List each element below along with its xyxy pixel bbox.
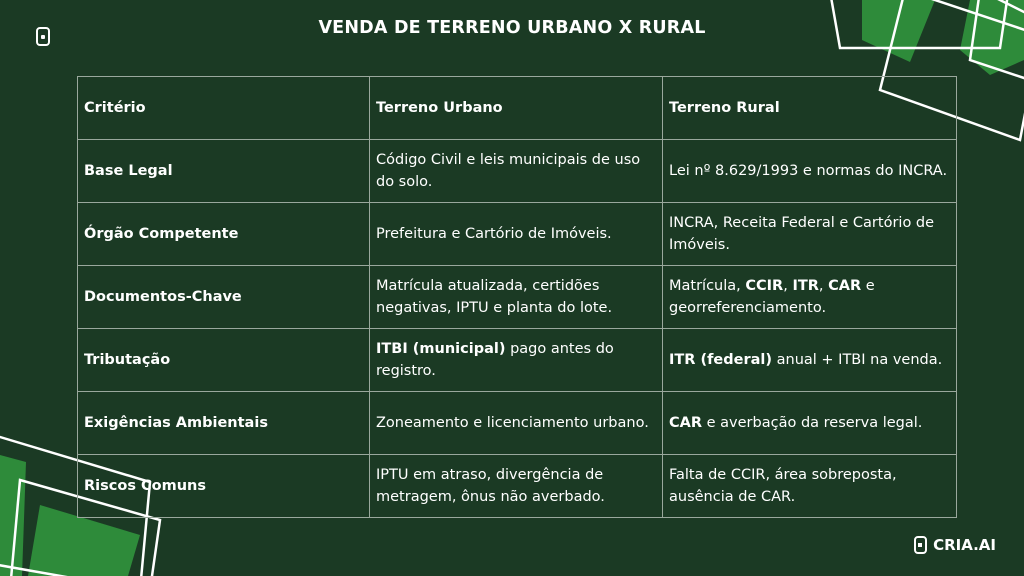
table-row xyxy=(78,266,957,329)
green-square-bottom-left xyxy=(0,455,26,576)
criterio-cell: Órgão Competente xyxy=(78,203,370,266)
table-row xyxy=(78,329,957,392)
rural-text: e averbação da reserva legal. xyxy=(702,415,923,431)
rural-cell: INCRA, Receita Federal e Cartório de Imóveis. xyxy=(663,203,957,266)
urbano-cell: Código Civil e leis municipais de uso do solo. xyxy=(370,140,663,203)
criterio-cell: Riscos Comuns xyxy=(78,455,370,518)
rural-bold-car: CAR xyxy=(828,278,862,294)
rural-bold-car: CAR xyxy=(669,415,703,431)
brand-logo xyxy=(914,536,996,554)
rural-cell: Falta de CCIR, área sobreposta, ausência de CAR. xyxy=(663,455,957,518)
rural-cell xyxy=(663,392,957,455)
rural-cell xyxy=(663,329,957,392)
urbano-cell: IPTU em atraso, divergência de metragem, ônus não averbado. xyxy=(370,455,663,518)
rural-cell: Lei nº 8.629/1993 e normas do INCRA. xyxy=(663,140,957,203)
criterio-cell: Base Legal xyxy=(78,140,370,203)
brand-name: CRIA.AI xyxy=(933,536,996,554)
rural-text: anual + ITBI na venda. xyxy=(772,352,943,368)
header-criterio: Critério xyxy=(78,77,370,140)
table-row xyxy=(78,455,957,518)
urbano-cell xyxy=(370,329,663,392)
rural-text: e georreferenciamento. xyxy=(669,278,875,316)
criterio-cell: Exigências Ambientais xyxy=(78,392,370,455)
rural-bold-itr: ITR xyxy=(792,278,819,294)
table-row xyxy=(78,140,957,203)
rural-text: Matrícula, xyxy=(669,278,746,294)
urbano-bold-itbi: ITBI (municipal) xyxy=(376,341,506,357)
criterio-cell: Tributação xyxy=(78,329,370,392)
comparison-table xyxy=(77,76,957,518)
rural-bold-itr-federal: ITR (federal) xyxy=(669,352,773,368)
urbano-cell: Zoneamento e licenciamento urbano. xyxy=(370,392,663,455)
criterio-cell: Documentos-Chave xyxy=(78,266,370,329)
urbano-cell: Matrícula atualizada, certidões negativas, IPTU e planta do lote. xyxy=(370,266,663,329)
rural-cell xyxy=(663,266,957,329)
header-terreno-urbano: Terreno Urbano xyxy=(370,77,663,140)
header-terreno-rural: Terreno Rural xyxy=(663,77,957,140)
rural-text: , xyxy=(818,278,829,294)
urbano-cell: Prefeitura e Cartório de Imóveis. xyxy=(370,203,663,266)
page-title: VENDA DE TERRENO URBANO X RURAL xyxy=(318,18,706,38)
urbano-text: pago antes do registro. xyxy=(376,341,614,379)
table-row xyxy=(78,392,957,455)
table-row xyxy=(78,203,957,266)
outline-square-top-right-3 xyxy=(970,0,1024,80)
rural-bold-ccir: CCIR xyxy=(745,278,784,294)
rural-text: , xyxy=(783,278,793,294)
brand-icon xyxy=(914,536,927,554)
table-header-row xyxy=(78,77,957,140)
